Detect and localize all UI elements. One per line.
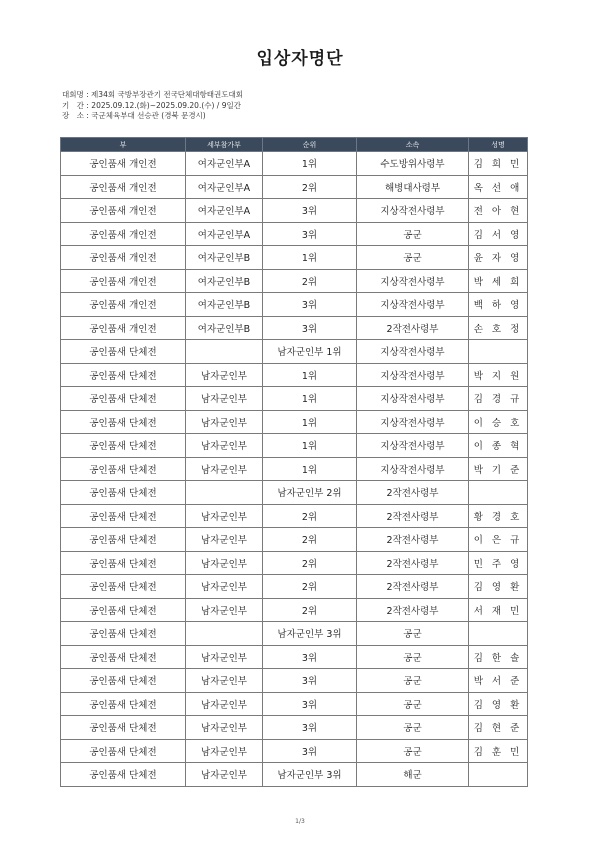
cell-rank: 3위 [263,739,357,763]
cell-division: 공인품새 단체전 [61,410,186,434]
cell-sub-division: 여자군인부B [186,246,263,270]
cell-rank: 남자군인부 1위 [263,340,357,364]
cell-affiliation: 공군 [357,739,469,763]
cell-name: 김 희 민 [469,152,528,176]
cell-division: 공인품새 단체전 [61,598,186,622]
cell-rank: 3위 [263,645,357,669]
cell-name: 이 승 호 [469,410,528,434]
cell-sub-division: 여자군인부A [186,152,263,176]
table-row [61,551,528,575]
cell-name: 박 기 준 [469,457,528,481]
cell-division: 공인품새 단체전 [61,504,186,528]
cell-name: 전 아 현 [469,199,528,223]
table-row [61,175,528,199]
cell-division: 공인품새 단체전 [61,622,186,646]
cell-affiliation: 2작전사령부 [357,316,469,340]
cell-affiliation: 2작전사령부 [357,551,469,575]
event-period-label: 기 간 [62,100,84,110]
cell-rank: 3위 [263,199,357,223]
cell-rank: 3위 [263,222,357,246]
cell-affiliation: 공군 [357,622,469,646]
cell-sub-division: 남자군인부 [186,716,263,740]
cell-sub-division: 남자군인부 [186,598,263,622]
cell-sub-division: 여자군인부A [186,199,263,223]
cell-affiliation: 지상작전사령부 [357,340,469,364]
table-row [61,340,528,364]
cell-affiliation: 2작전사령부 [357,481,469,505]
cell-name: 김 경 규 [469,387,528,411]
table-row [61,387,528,411]
cell-division: 공인품새 단체전 [61,551,186,575]
cell-name: 손 호 정 [469,316,528,340]
cell-sub-division: 남자군인부 [186,457,263,481]
cell-division: 공인품새 단체전 [61,692,186,716]
cell-sub-division: 남자군인부 [186,410,263,434]
cell-division: 공인품새 단체전 [61,481,186,505]
table-row [61,246,528,270]
cell-name [469,763,528,787]
cell-sub-division: 남자군인부 [186,669,263,693]
event-period-row: 기 간 : 2025.09.12.(화)~2025.09.20.(수) / 9일간 [62,100,241,110]
event-info [62,90,243,122]
cell-affiliation: 지상작전사령부 [357,269,469,293]
cell-name: 서 재 민 [469,598,528,622]
cell-affiliation: 공군 [357,669,469,693]
table-row [61,692,528,716]
table-row [61,669,528,693]
cell-division: 공인품새 단체전 [61,434,186,458]
table-row [61,293,528,317]
cell-sub-division: 여자군인부B [186,269,263,293]
cell-sub-division: 남자군인부 [186,528,263,552]
event-name-label: 대회명 [62,90,84,99]
table-header-row [61,138,528,152]
cell-affiliation: 2작전사령부 [357,575,469,599]
cell-name: 민 주 영 [469,551,528,575]
cell-affiliation: 지상작전사령부 [357,457,469,481]
cell-name: 황 경 호 [469,504,528,528]
cell-rank: 2위 [263,598,357,622]
cell-name: 박 서 준 [469,669,528,693]
cell-name [469,622,528,646]
cell-division: 공인품새 개인전 [61,152,186,176]
header-rank: 순위 [263,138,357,152]
cell-division: 공인품새 개인전 [61,199,186,223]
cell-division: 공인품새 단체전 [61,739,186,763]
cell-sub-division: 남자군인부 [186,763,263,787]
table-row [61,316,528,340]
page-number: 1/3 [295,818,305,825]
cell-rank: 남자군인부 3위 [263,622,357,646]
cell-sub-division: 남자군인부 [186,504,263,528]
event-name-value: 제34회 국방부장관기 전국단체대항태권도대회 [91,90,244,99]
cell-rank: 2위 [263,269,357,293]
cell-name: 옥 선 애 [469,175,528,199]
table-row [61,152,528,176]
table-row [61,269,528,293]
cell-division: 공인품새 개인전 [61,316,186,340]
cell-affiliation: 2작전사령부 [357,504,469,528]
event-name-row: 대회명 : 제34회 국방부장관기 전국단체대항태권도대회 [62,90,244,99]
cell-rank: 1위 [263,246,357,270]
cell-division: 공인품새 개인전 [61,175,186,199]
cell-sub-division: 여자군인부A [186,222,263,246]
cell-sub-division: 여자군인부A [186,175,263,199]
cell-rank: 3위 [263,293,357,317]
table-row [61,763,528,787]
cell-rank: 2위 [263,175,357,199]
cell-name [469,340,528,364]
cell-name: 이 은 규 [469,528,528,552]
cell-affiliation: 공군 [357,222,469,246]
cell-division: 공인품새 단체전 [61,387,186,411]
cell-rank: 1위 [263,410,357,434]
table-row [61,622,528,646]
cell-sub-division: 남자군인부 [186,739,263,763]
cell-name: 김 훈 민 [469,739,528,763]
header-sub-division: 세부참가부 [186,138,263,152]
cell-affiliation: 수도방위사령부 [357,152,469,176]
event-venue-row: 장 소 : 국군체육부대 선승관 (경북 문경시) [62,111,206,120]
cell-name [469,481,528,505]
cell-affiliation: 해군 [357,763,469,787]
table-row [61,739,528,763]
table-row [61,645,528,669]
cell-affiliation: 지상작전사령부 [357,387,469,411]
cell-name: 김 서 영 [469,222,528,246]
cell-sub-division: 남자군인부 [186,645,263,669]
cell-rank: 1위 [263,152,357,176]
cell-division: 공인품새 단체전 [61,340,186,364]
cell-rank: 2위 [263,504,357,528]
cell-name: 김 한 솔 [469,645,528,669]
page-title: 입상자명단 [256,49,344,69]
table-row [61,598,528,622]
table-body [61,152,528,787]
cell-rank: 3위 [263,669,357,693]
cell-division: 공인품새 단체전 [61,363,186,387]
cell-affiliation: 지상작전사령부 [357,410,469,434]
award-winners-table [60,137,528,787]
cell-affiliation: 공군 [357,716,469,740]
cell-division: 공인품새 단체전 [61,528,186,552]
table-row [61,716,528,740]
event-venue-value: 국군체육부대 선승관 (경북 문경시) [91,111,206,120]
header-affiliation: 소속 [357,138,469,152]
cell-rank: 1위 [263,387,357,411]
cell-sub-division: 남자군인부 [186,575,263,599]
cell-division: 공인품새 개인전 [61,246,186,270]
cell-sub-division [186,481,263,505]
table-row [61,457,528,481]
table-row [61,434,528,458]
event-venue-label: 장 소 [62,111,84,120]
cell-affiliation: 해병대사령부 [357,175,469,199]
cell-sub-division [186,622,263,646]
table-row [61,199,528,223]
cell-division: 공인품새 단체전 [61,669,186,693]
cell-division: 공인품새 개인전 [61,269,186,293]
table-row [61,481,528,505]
cell-division: 공인품새 개인전 [61,222,186,246]
cell-sub-division: 남자군인부 [186,692,263,716]
table-row [61,528,528,552]
table-row [61,575,528,599]
cell-name: 김 영 환 [469,575,528,599]
cell-rank: 2위 [263,575,357,599]
cell-rank: 1위 [263,363,357,387]
cell-division: 공인품새 단체전 [61,645,186,669]
table-row [61,410,528,434]
cell-division: 공인품새 단체전 [61,575,186,599]
cell-affiliation: 지상작전사령부 [357,199,469,223]
cell-affiliation: 2작전사령부 [357,598,469,622]
cell-affiliation: 지상작전사령부 [357,363,469,387]
cell-name: 김 영 환 [469,692,528,716]
cell-rank: 2위 [263,551,357,575]
cell-rank: 3위 [263,316,357,340]
cell-name: 백 하 영 [469,293,528,317]
cell-division: 공인품새 단체전 [61,457,186,481]
cell-sub-division: 남자군인부 [186,387,263,411]
cell-rank: 1위 [263,457,357,481]
cell-rank: 남자군인부 3위 [263,763,357,787]
cell-rank: 3위 [263,716,357,740]
cell-rank: 남자군인부 2위 [263,481,357,505]
cell-division: 공인품새 개인전 [61,293,186,317]
cell-affiliation: 지상작전사령부 [357,434,469,458]
header-division: 부 [61,138,186,152]
cell-affiliation: 공군 [357,645,469,669]
cell-name: 김 현 준 [469,716,528,740]
table-row [61,504,528,528]
cell-sub-division: 여자군인부B [186,293,263,317]
table-row [61,222,528,246]
cell-sub-division: 남자군인부 [186,434,263,458]
cell-sub-division [186,340,263,364]
cell-rank: 2위 [263,528,357,552]
cell-affiliation: 2작전사령부 [357,528,469,552]
cell-affiliation: 지상작전사령부 [357,293,469,317]
cell-affiliation: 공군 [357,246,469,270]
cell-name: 이 종 혁 [469,434,528,458]
cell-sub-division: 남자군인부 [186,363,263,387]
event-period-value: 2025.09.12.(화)~2025.09.20.(수) / 9일간 [91,100,241,110]
cell-name: 박 세 희 [469,269,528,293]
cell-rank: 3위 [263,692,357,716]
cell-name: 윤 자 영 [469,246,528,270]
table-row [61,363,528,387]
cell-division: 공인품새 단체전 [61,763,186,787]
cell-name: 박 지 원 [469,363,528,387]
cell-division: 공인품새 단체전 [61,716,186,740]
header-name: 성명 [469,138,528,152]
cell-rank: 1위 [263,434,357,458]
cell-sub-division: 여자군인부B [186,316,263,340]
cell-affiliation: 공군 [357,692,469,716]
cell-sub-division: 남자군인부 [186,551,263,575]
